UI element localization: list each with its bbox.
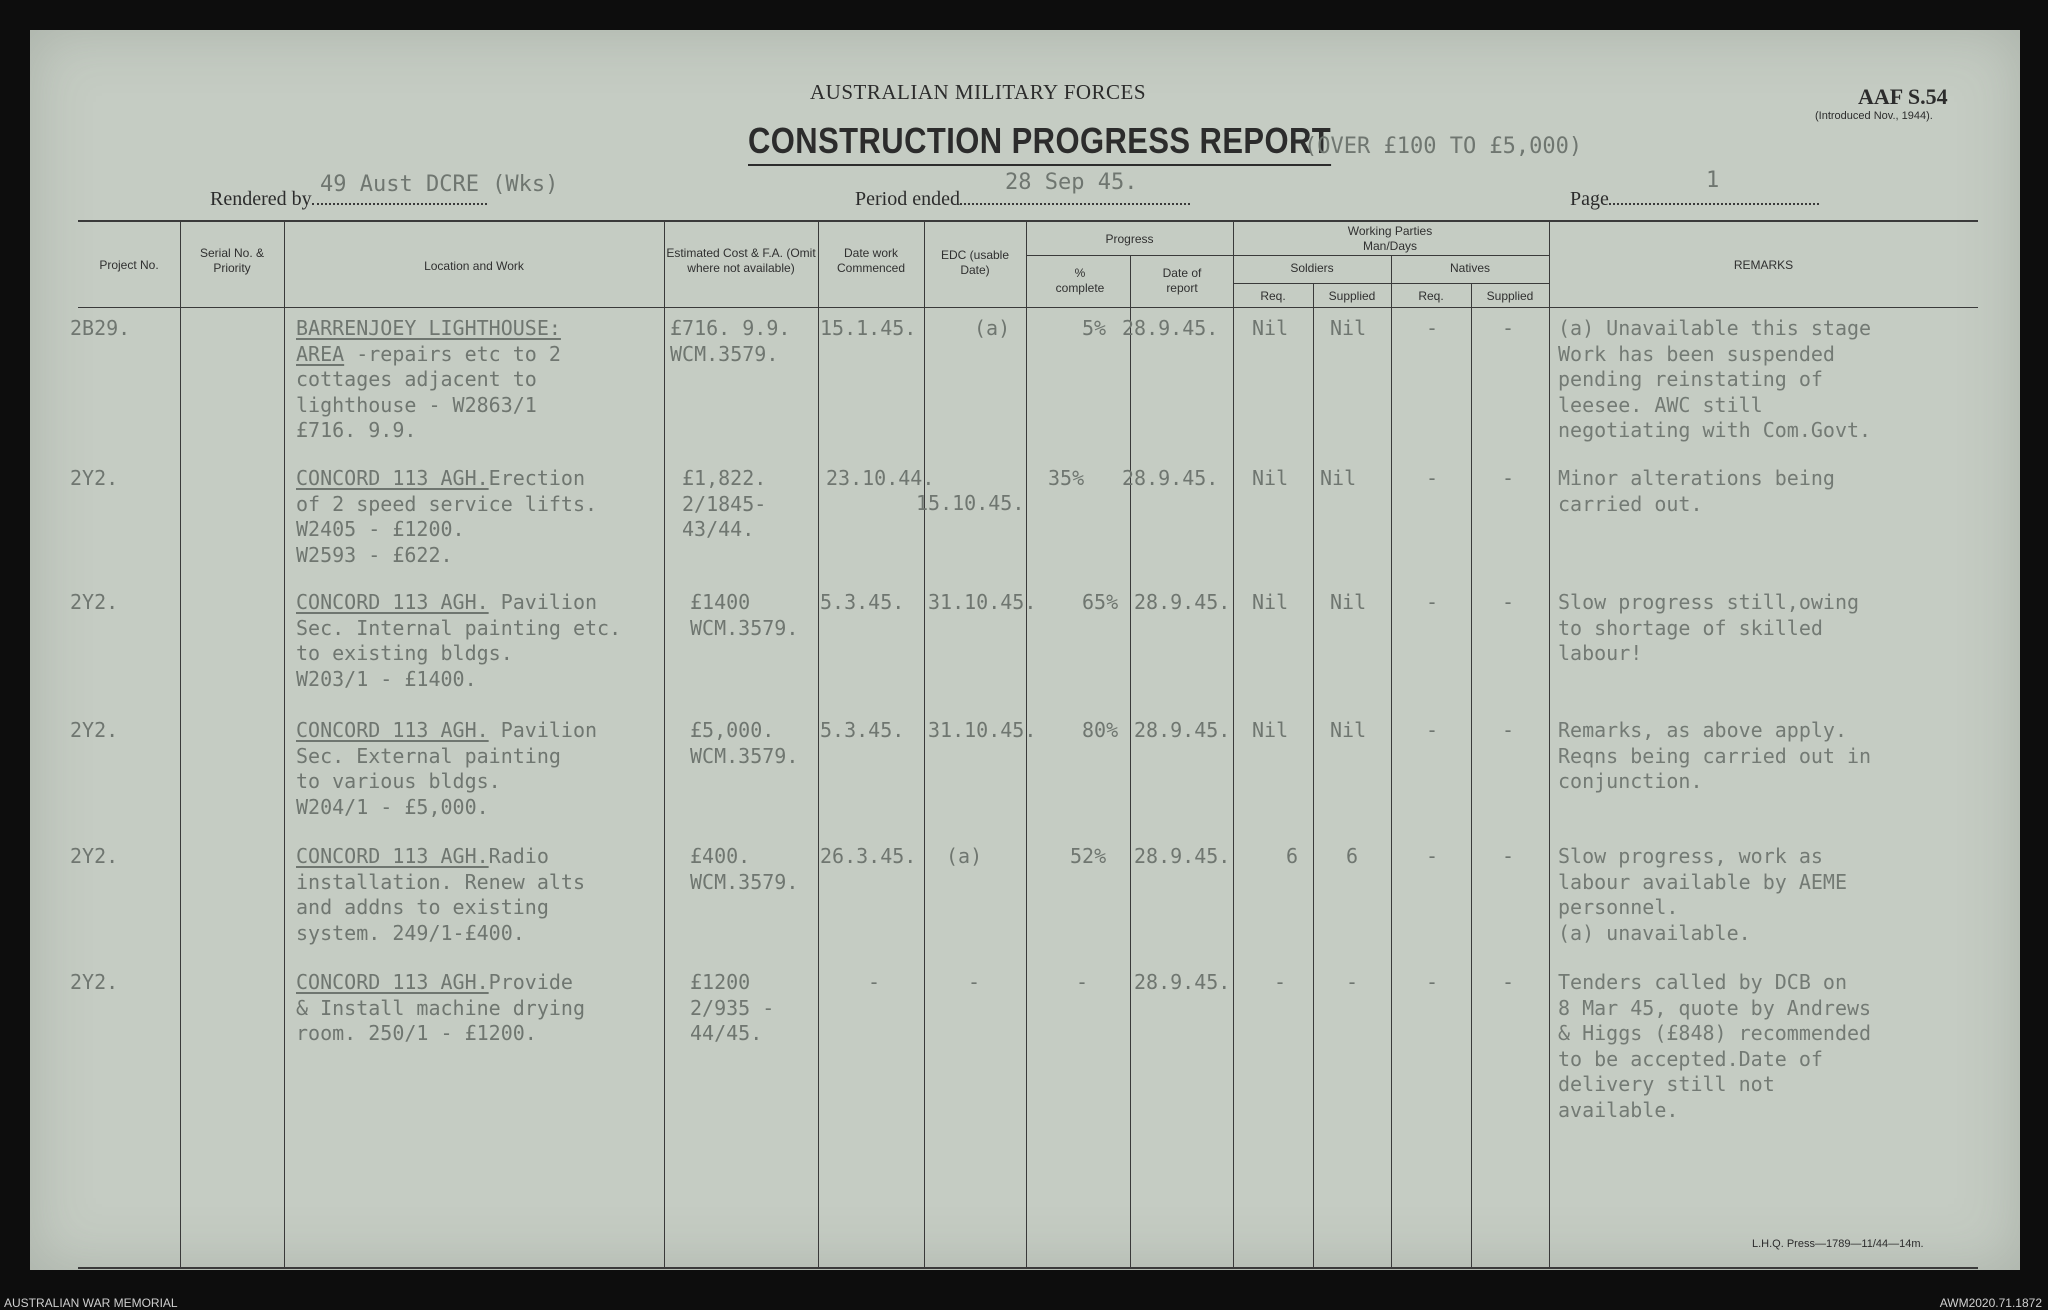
location-work [296, 970, 585, 1047]
project-no: 2Y2. [70, 718, 119, 742]
date-commenced: 5.3.45. [820, 718, 905, 742]
col-location-work: Location and Work [424, 259, 524, 273]
estimated-cost: £1,822. 2/1845- 43/44. [682, 466, 767, 541]
location-title-2: AREA [296, 341, 345, 366]
date-of-report: 28.9.45. [1134, 970, 1231, 994]
remarks: Slow progress, work as labour available by AEME personnel. (a) unavailable. [1558, 844, 1847, 945]
press-mark: L.H.Q. Press—1789—11/44—14m. [1752, 1238, 1924, 1250]
title-suffix: (OVER £100 TO £5,000) [1304, 134, 1583, 159]
project-no: 2Y2. [70, 590, 119, 614]
col-remarks: REMARKS [1733, 258, 1794, 272]
col-soldiers: Soldiers [1290, 261, 1334, 275]
natives-supplied: - [1502, 590, 1515, 614]
remarks: Minor alterations being carried out. [1558, 466, 1835, 516]
col-natives: Natives [1449, 261, 1490, 275]
col-divider [284, 220, 285, 1267]
edc-date: 31.10.45. [928, 590, 1037, 614]
col-divider [1026, 220, 1027, 1267]
col-divider [818, 220, 819, 1267]
natives-req: - [1426, 466, 1439, 490]
period-value: 28 Sep 45. [1005, 170, 1138, 195]
location-work [296, 316, 561, 444]
col-date-commenced: Date work Commenced [836, 246, 906, 275]
soldiers-req: Nil [1252, 316, 1289, 340]
table-bottom-line [78, 1267, 1978, 1269]
natives-supplied: - [1502, 844, 1515, 868]
project-no: 2Y2. [70, 970, 119, 994]
col-pct-complete: % complete [1055, 266, 1105, 295]
location-body: Provide & Install machine drying room. 250/1 - £1200. [296, 970, 585, 1045]
col-date-report: Date of report [1162, 266, 1202, 295]
footer-right: AWM2020.71.1872 [1939, 1296, 2042, 1310]
natives-req: - [1426, 316, 1439, 340]
org-name: AUSTRALIAN MILITARY FORCES [810, 80, 1147, 104]
col-divider [664, 220, 665, 1267]
soldiers-natives-subline [1233, 283, 1549, 284]
edc-date: - [968, 970, 981, 994]
soldiers-supplied: Nil [1330, 590, 1367, 614]
edc-date: (a) [946, 844, 983, 868]
table-top-line [78, 220, 1978, 222]
soldiers-supplied: Nil [1330, 718, 1367, 742]
natives-req: - [1426, 590, 1439, 614]
header-bottom-line [78, 307, 1978, 308]
rendered-value: 49 Aust DCRE (Wks) [320, 172, 559, 197]
page-label: Page [1570, 188, 1819, 211]
date-of-report: 28.9.45. [1122, 316, 1219, 340]
col-divider [1471, 283, 1472, 1267]
period-label: Period ended [855, 188, 1190, 211]
natives-req: - [1426, 844, 1439, 868]
pct-complete: 80% [1082, 718, 1119, 742]
pct-complete: - [1076, 970, 1089, 994]
date-commenced: - [868, 970, 881, 994]
col-progress: Progress [1105, 232, 1154, 246]
soldiers-req: - [1274, 970, 1287, 994]
soldiers-supplied: 6 [1346, 844, 1359, 868]
pct-complete: 35% [1048, 466, 1085, 490]
working-parties-subline [1233, 255, 1549, 256]
soldiers-supplied: Nil [1330, 316, 1367, 340]
col-soldiers-req: Req. [1260, 289, 1286, 303]
location-body: Radio installation. Renew alts and addns to existing system. 249/1-£400. [296, 844, 585, 945]
location-work [296, 844, 585, 946]
date-of-report: 28.9.45. [1134, 844, 1231, 868]
col-divider [1391, 255, 1392, 1267]
soldiers-req: Nil [1252, 718, 1289, 742]
location-title: CONCORD 113 AGH. [296, 970, 489, 994]
project-no: 2B29. [70, 316, 131, 340]
project-no: 2Y2. [70, 466, 119, 490]
progress-subline [1026, 255, 1233, 256]
report-title: CONSTRUCTION PROGRESS REPORT [748, 120, 1331, 166]
soldiers-req: Nil [1252, 590, 1289, 614]
document-sheet [30, 30, 2020, 1270]
date-commenced: 26.3.45. [820, 844, 917, 868]
col-serial-priority: Serial No. & Priority [199, 246, 265, 275]
form-intro: (Introduced Nov., 1944). [1815, 110, 1933, 122]
date-of-report: 28.9.45. [1122, 466, 1219, 490]
location-title: CONCORD 113 AGH. [296, 718, 489, 742]
col-divider [924, 220, 925, 1267]
col-divider [1130, 255, 1131, 1267]
estimated-cost: £5,000. WCM.3579. [690, 718, 799, 768]
col-divider [1549, 220, 1550, 1267]
remarks: Remarks, as above apply. Reqns being carried out in conjunction. [1558, 718, 1872, 793]
natives-supplied: - [1502, 466, 1515, 490]
form-code: AAF S.54 [1858, 84, 1948, 109]
remarks: (a) Unavailable this stage Work has been suspended pending reinstating of leesee. AWC still negotiating with Com.Govt. [1558, 316, 1872, 442]
col-soldiers-supplied: Supplied [1328, 289, 1376, 303]
natives-supplied: - [1502, 718, 1515, 742]
remarks: Tenders called by DCB on 8 Mar 45, quote by Andrews & Higgs (£848) recommended to be accepted.Date of delivery still not available. [1558, 970, 1872, 1122]
natives-supplied: - [1502, 316, 1515, 340]
location-work [296, 590, 621, 692]
col-natives-supplied: Supplied [1486, 289, 1534, 303]
soldiers-supplied: - [1346, 970, 1359, 994]
pct-complete: 52% [1070, 844, 1107, 868]
date-of-report: 28.9.45. [1134, 590, 1231, 614]
location-title: CONCORD 113 AGH. [296, 844, 489, 868]
estimated-cost: £1400 WCM.3579. [690, 590, 799, 640]
natives-req: - [1426, 718, 1439, 742]
location-body: Erection of 2 speed service lifts. W2405 - £1200. W2593 - £622. [296, 466, 598, 567]
location-body: Pavilion Sec. External painting to various bldgs. W204/1 - £5,000. [296, 718, 598, 819]
col-divider [180, 220, 181, 1267]
estimated-cost: £716. 9.9. WCM.3579. [670, 316, 791, 366]
edc-date: 15.10.45. [916, 491, 1025, 515]
col-project-no: Project No. [99, 258, 159, 272]
date-commenced: 15.1.45. [820, 316, 917, 340]
date-of-report: 28.9.45. [1134, 718, 1231, 742]
pct-complete: 65% [1082, 590, 1119, 614]
pct-complete: 5% [1082, 316, 1107, 340]
col-edc: EDC (usable Date) [940, 248, 1010, 277]
rendered-label: Rendered by [210, 188, 487, 211]
col-estimated-cost: Estimated Cost & F.A. (Omit where not available) [666, 246, 816, 275]
estimated-cost: £1200 2/935 - 44/45. [690, 970, 775, 1045]
location-work [296, 718, 597, 820]
natives-supplied: - [1502, 970, 1515, 994]
remarks: Slow progress still,owing to shortage of skilled labour! [1558, 590, 1860, 665]
project-no: 2Y2. [70, 844, 119, 868]
edc-date: 31.10.45. [928, 718, 1037, 742]
location-title: BARRENJOEY LIGHTHOUSE: [296, 316, 561, 340]
location-work [296, 466, 597, 568]
col-working-parties: Working Parties Man/Days [1347, 224, 1433, 253]
edc-date: (a) [974, 316, 1011, 340]
soldiers-req: Nil [1252, 466, 1289, 490]
page-value: 1 [1706, 168, 1720, 193]
col-natives-req: Req. [1418, 289, 1444, 303]
location-body: -repairs etc to 2 cottages adjacent to lighthouse - W2863/1 £716. 9.9. [296, 341, 561, 442]
location-title: CONCORD 113 AGH. [296, 466, 489, 490]
location-body: Pavilion Sec. Internal painting etc. to existing bldgs. W203/1 - £1400. [296, 590, 622, 691]
location-title: CONCORD 113 AGH. [296, 590, 489, 614]
soldiers-req: 6 [1286, 844, 1299, 868]
estimated-cost: £400. WCM.3579. [690, 844, 799, 894]
natives-req: - [1426, 970, 1439, 994]
col-divider [1233, 220, 1234, 1267]
date-commenced: 23.10.44. [826, 466, 935, 490]
date-commenced: 5.3.45. [820, 590, 905, 614]
col-divider [1313, 283, 1314, 1267]
footer-left: AUSTRALIAN WAR MEMORIAL [4, 1296, 178, 1310]
soldiers-supplied: Nil [1320, 466, 1357, 490]
